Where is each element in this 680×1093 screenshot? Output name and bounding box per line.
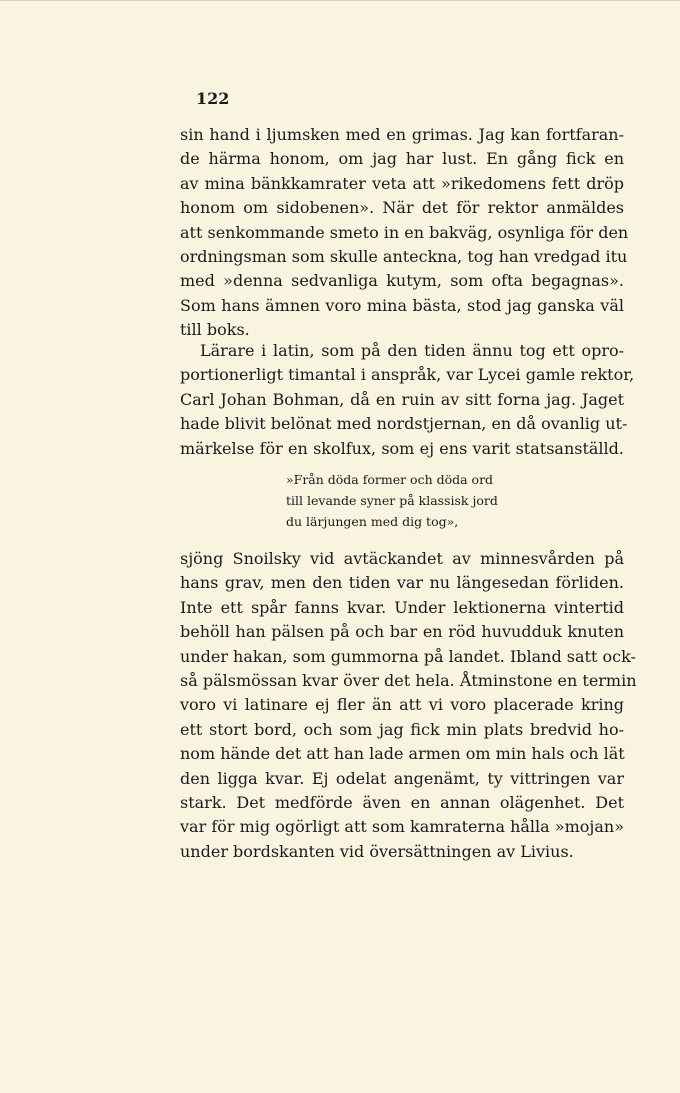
text-line: voro vi latinare ej fler än att vi voro placerade kring xyxy=(180,695,624,715)
paragraph-2 xyxy=(180,339,635,461)
text-line: Lärare i latin, som på den tiden ännu tog ett opro- xyxy=(200,341,624,360)
text-line: Inte ett spår fanns kvar. Under lektionerna vintertid xyxy=(180,597,624,617)
text-line: behöll han pälsen på och bar en röd huvudduk knuten xyxy=(180,622,624,642)
paragraph-1 xyxy=(180,123,629,343)
text-line: den ligga kvar. Ej odelat angenämt, ty vittringen var xyxy=(180,768,624,788)
paragraph-3 xyxy=(180,547,637,864)
text-line: stark. Det medförde även en annan olägenhet. Det xyxy=(180,792,624,812)
poem-quote xyxy=(286,469,498,532)
text-line: hade blivit belönat med nordstjernan, en då ovanlig ut- xyxy=(180,414,628,434)
text-line: de härma honom, om jag har lust. En gång fick en xyxy=(180,149,624,169)
text-line: under hakan, som gummorna på landet. Ibland satt ock- xyxy=(180,646,636,666)
text-line: med »denna sedvanliga kutym, som ofta begagnas». xyxy=(180,271,624,291)
page-number: 122 xyxy=(196,89,230,108)
text-line: Carl Johan Bohman, då en ruin av sitt forna jag. Jaget xyxy=(180,389,624,409)
text-line: Som hans ämnen voro mina bästa, stod jag ganska väl xyxy=(180,295,624,315)
text-line: sin hand i ljumsken med en grimas. Jag kan fortfaran- xyxy=(180,125,624,144)
text-line: så pälsmössan kvar över det hela. Åtminstone en termin xyxy=(180,670,637,690)
text-line: av mina bänkkamrater veta att »rikedomens fett dröp xyxy=(180,173,624,193)
text-line: att senkommande smeto in en bakväg, osynliga för den xyxy=(180,222,629,242)
text-line: ett stort bord, och som jag fick min plats bredvid ho- xyxy=(180,719,624,739)
text-line: var för mig ogörligt att som kamraterna hålla »mojan» xyxy=(180,817,624,837)
text-line: honom om sidobenen». När det för rektor anmäldes xyxy=(180,198,624,218)
text-line: hans grav, men den tiden var nu längesedan förliden. xyxy=(180,573,624,593)
poem-line: »Från döda former och döda ord xyxy=(286,472,494,487)
text-line: sjöng Snoilsky vid avtäckandet av minnesvården på xyxy=(180,549,624,568)
text-line: under bordskanten vid översättningen av Livius. xyxy=(180,841,574,861)
poem-line: till levande syner på klassisk jord xyxy=(286,493,498,508)
poem-line: du lärjungen med dig tog», xyxy=(286,514,459,529)
text-line: ordningsman som skulle anteckna, tog han vredgad itu xyxy=(180,246,628,266)
text-line: märkelse för en skolfux, som ej ens varit statsanställd. xyxy=(180,438,624,458)
text-line: portionerligt timantal i anspråk, var Lycei gamle rektor, xyxy=(180,365,635,385)
text-line: nom hände det att han lade armen om min hals och lät xyxy=(180,744,625,764)
text-line: till boks. xyxy=(180,320,250,340)
